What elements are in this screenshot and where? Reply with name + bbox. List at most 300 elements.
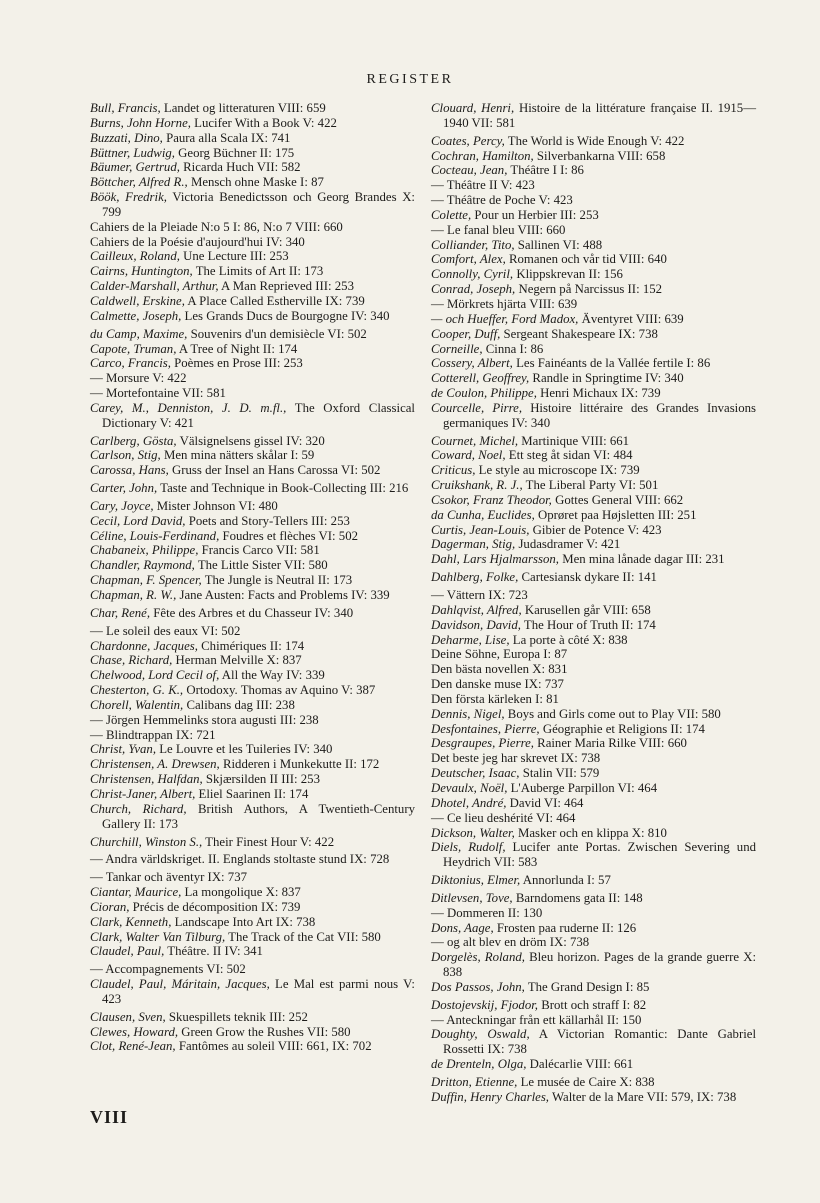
index-entry	[90, 668, 415, 683]
index-entry	[90, 728, 415, 743]
author-name: Dennis, Nigel,	[431, 706, 505, 721]
entry-text: Ortodoxy. Thomas av Aquino V: 387	[183, 683, 376, 698]
author-name: Christ-Janer, Albert,	[90, 786, 196, 801]
entry-text: — Dommeren II: 130	[431, 905, 543, 920]
author-name: Dahlqvist, Alfred,	[431, 602, 522, 617]
author-name: Burns, John Horne,	[90, 115, 191, 130]
entry-text: Gruss der Insel an Hans Carossa VI: 502	[168, 463, 381, 478]
entry-text: Men mina nätters skålar I: 59	[160, 448, 315, 463]
entry-text: Frosten paa ruderne II: 126	[493, 920, 637, 935]
index-entry	[431, 434, 756, 449]
entry-text: Silverbankarna VIII: 658	[533, 148, 666, 163]
author-name: Dagerman, Stig,	[431, 537, 516, 552]
entry-text: Gibier de Potence V: 423	[529, 522, 662, 537]
index-entry	[90, 772, 415, 787]
author-name: Diels, Rudolf,	[431, 840, 506, 855]
author-name: du Camp, Maxime,	[90, 326, 188, 341]
entry-text: Deine Söhne, Europa I: 87	[431, 647, 568, 662]
entry-text: Jane Austen: Facts and Problems IV: 339	[176, 588, 390, 602]
index-entry	[431, 193, 756, 208]
index-entry	[90, 915, 415, 930]
index-entry	[90, 294, 415, 309]
entry-text: Äventyret VIII: 639	[578, 311, 684, 326]
author-name: Cioran,	[90, 899, 130, 914]
index-entry	[431, 766, 756, 781]
index-entry	[431, 840, 756, 870]
index-entry	[431, 662, 756, 677]
entry-text: — Vättern IX: 723	[431, 588, 528, 602]
index-entry	[90, 327, 415, 342]
index-entry	[90, 481, 415, 496]
author-name: da Cunha, Euclides,	[431, 507, 535, 522]
entry-text: — Andra världskriget. II. Englands stoltaste stund IX: 728	[90, 852, 390, 867]
index-entry	[431, 781, 756, 796]
index-entry	[431, 647, 756, 662]
entry-text: Randle in Springtime IV: 340	[529, 371, 684, 386]
index-entry	[431, 267, 756, 282]
entry-text: A Place Called Estherville IX: 739	[184, 293, 365, 308]
entry-text: British Authors, A Twentieth-Century Gallery II: 173	[102, 801, 415, 831]
entry-text: Théâtre I I: 86	[507, 163, 584, 178]
author-name: Chardonne, Jacques,	[90, 638, 198, 653]
author-name: Claudel, Paul, Máritain, Jacques,	[90, 977, 270, 992]
author-name: Dons, Aage,	[431, 920, 494, 935]
entry-text: Poets and Story-Tellers III: 253	[185, 513, 350, 528]
index-entry	[431, 327, 756, 342]
entry-text: Skjærsilden II III: 253	[202, 772, 320, 787]
index-entry	[431, 537, 756, 552]
author-name: Böök, Fredrik,	[90, 190, 167, 205]
entry-text: Bleu horizon. Pages de la grande guerre X: 838	[443, 950, 756, 980]
entry-text: L'Auberge Parpillon VI: 464	[507, 780, 658, 795]
index-entry	[431, 707, 756, 722]
index-entry	[90, 698, 415, 713]
entry-text: La porte à côté X: 838	[509, 632, 628, 647]
index-entry	[431, 356, 756, 371]
index-entry	[90, 885, 415, 900]
author-name: Calmette, Joseph,	[90, 308, 182, 323]
entry-text: Martinique VIII: 661	[518, 433, 630, 448]
entry-text: Lucifer With a Book V: 422	[190, 115, 337, 130]
index-entry	[90, 279, 415, 294]
author-name: Cary, Joyce,	[90, 498, 154, 513]
author-name: Csokor, Franz Theodor,	[431, 492, 552, 507]
author-name: Dahl, Lars Hjalmarsson,	[431, 552, 559, 567]
index-entry	[431, 950, 756, 980]
author-name: Colliander, Tito,	[431, 237, 515, 252]
index-entry	[431, 906, 756, 921]
author-name: Clark, Walter Van Tilburg,	[90, 929, 226, 944]
entry-text: Gottes General VIII: 662	[551, 492, 684, 507]
entry-text: Rainer Maria Rilke VIII: 660	[533, 736, 687, 751]
index-entry	[431, 935, 756, 950]
entry-text: Georg Büchner II: 175	[174, 145, 295, 160]
author-name: Cruikshank, R. J.,	[431, 478, 523, 493]
author-name: Böttcher, Alfred R.,	[90, 175, 188, 190]
entry-text: Calibans dag III: 238	[183, 697, 295, 712]
index-entry	[90, 264, 415, 279]
index-entry	[90, 1039, 415, 1054]
author-name: Deutscher, Isaac,	[431, 766, 520, 781]
index-entry	[431, 552, 756, 567]
index-entry	[431, 282, 756, 297]
entry-text: Paura alla Scala IX: 741	[162, 130, 291, 145]
entry-text: — Le soleil des eaux VI: 502	[90, 623, 241, 638]
entry-text: Sallinen VI: 488	[514, 237, 603, 252]
author-name: Davidson, David,	[431, 617, 521, 632]
entry-text: Karusellen går VIII: 658	[521, 602, 651, 617]
index-entry	[90, 190, 415, 220]
index-entry	[431, 998, 756, 1013]
entry-text: Negern på Narcissus II: 152	[515, 282, 663, 297]
entry-text: Ricarda Huch VII: 582	[179, 160, 301, 175]
author-name: Dickson, Walter,	[431, 825, 515, 840]
entry-text: Cahiers de la Poésie d'aujourd'hui IV: 340	[90, 234, 305, 249]
author-name: Devaulx, Noël,	[431, 780, 508, 795]
index-entry	[431, 796, 756, 811]
index-entry	[431, 1090, 756, 1105]
author-name: Corneille,	[431, 341, 483, 356]
entry-text: Victoria Benedictsson och Georg Brandes X: 799	[102, 190, 415, 219]
entry-text: The Jungle is Neutral II: 173	[201, 573, 353, 588]
author-name: Chorell, Walentin,	[90, 697, 184, 712]
index-entry	[90, 962, 415, 977]
index-entry	[90, 742, 415, 757]
index-entry	[90, 944, 415, 959]
entry-text: Judasdramer V: 421	[515, 537, 621, 552]
index-entry	[90, 463, 415, 478]
author-name: Desfontaines, Pierre,	[431, 721, 540, 736]
author-name: Coates, Percy,	[431, 133, 505, 148]
index-entry	[431, 312, 756, 327]
entry-text: Géographie et Religions II: 174	[539, 721, 705, 736]
index-entry	[431, 1057, 756, 1072]
index-column-right	[431, 101, 756, 1105]
author-name: Cairns, Huntington,	[90, 264, 193, 279]
index-entry	[431, 603, 756, 618]
entry-text: Le style au microscope IX: 739	[475, 463, 640, 478]
index-entry	[90, 1025, 415, 1040]
entry-text: — Anteckningar från ett källarhål II: 150	[431, 1012, 642, 1027]
entry-text: Théâtre. II IV: 341	[164, 944, 263, 959]
index-entry	[90, 852, 415, 867]
index-entry	[431, 736, 756, 751]
author-name: Doughty, Oswald,	[431, 1027, 530, 1042]
entry-text: Le Louvre et les Tuileries IV: 340	[156, 742, 333, 757]
entry-text: The Grand Design I: 85	[524, 979, 650, 994]
index-entry	[90, 160, 415, 175]
index-entry	[431, 149, 756, 164]
author-name: Dos Passos, John,	[431, 979, 525, 994]
author-name: Cailleux, Roland,	[90, 249, 180, 264]
index-entry	[431, 478, 756, 493]
index-entry	[90, 342, 415, 357]
index-entry	[90, 499, 415, 514]
index-entry	[431, 980, 756, 995]
entry-text: The Hour of Truth II: 174	[520, 617, 656, 632]
author-name: Diktonius, Elmer,	[431, 873, 521, 888]
index-entry	[431, 588, 756, 603]
index-entry	[431, 891, 756, 906]
entry-text: Välsignelsens gissel IV: 320	[176, 433, 325, 448]
author-name: Buzzati, Dino,	[90, 130, 163, 145]
index-entry	[431, 618, 756, 633]
author-name: Duffin, Henry Charles,	[431, 1089, 550, 1104]
author-name: Cournet, Michel,	[431, 433, 519, 448]
index-entry	[90, 573, 415, 588]
entry-text: The Liberal Party VI: 501	[522, 478, 659, 493]
entry-text: The Little Sister VII: 580	[194, 558, 328, 573]
author-name: Carlberg, Gösta,	[90, 433, 177, 448]
entry-text: Brott och straff I: 82	[538, 997, 647, 1012]
author-name: Criticus,	[431, 463, 476, 478]
index-entry	[431, 826, 756, 841]
index-entry	[431, 134, 756, 149]
author-name: Desgraupes, Pierre,	[431, 736, 534, 751]
author-name: Cotterell, Geoffrey,	[431, 371, 530, 386]
index-entry	[431, 633, 756, 648]
entry-text: Histoire de la littérature française II. 1915—1940 VII: 581	[443, 101, 756, 130]
index-entry	[90, 146, 415, 161]
author-name: — och Hueffer, Ford Madox,	[431, 311, 579, 326]
entry-text: Det beste jeg har skrevet IX: 738	[431, 751, 601, 766]
entry-text: Mister Johnson VI: 480	[153, 498, 278, 513]
author-name: Clewes, Howard,	[90, 1024, 179, 1039]
index-entry	[90, 220, 415, 235]
entry-text: Walter de la Mare VII: 579, IX: 738	[549, 1089, 737, 1104]
entry-text: Mensch ohne Maske I: 87	[187, 175, 324, 190]
author-name: Dritton, Etienne,	[431, 1075, 518, 1089]
entry-text: Poèmes en Prose III: 253	[170, 356, 303, 371]
index-entry	[90, 900, 415, 915]
entry-text: Francis Carco VII: 581	[198, 543, 320, 558]
author-name: Coward, Noel,	[431, 448, 506, 463]
entry-text: Les Fainéants de la Vallée fertile I: 86	[512, 356, 711, 371]
author-name: Ditlevsen, Tove,	[431, 890, 513, 905]
index-entry	[90, 930, 415, 945]
author-name: Ciantar, Maurice,	[90, 885, 182, 900]
entry-text: Eliel Saarinen II: 174	[195, 786, 309, 801]
author-name: Char, René,	[90, 605, 151, 620]
author-name: Céline, Louis-Ferdinand,	[90, 528, 220, 543]
index-entry	[90, 713, 415, 728]
entry-text: Le musée de Caire X: 838	[517, 1075, 655, 1089]
index-entry	[90, 116, 415, 131]
author-name: Dahlberg, Folke,	[431, 570, 519, 585]
entry-text: Den första kärleken I: 81	[431, 691, 559, 706]
entry-text: The World is Wide Enough V: 422	[504, 133, 685, 148]
index-entry	[431, 1027, 756, 1057]
index-entry	[90, 356, 415, 371]
entry-text: Pour un Herbier III: 253	[471, 207, 599, 222]
author-name: de Coulon, Philippe,	[431, 386, 537, 401]
entry-text: Dalécarlie VIII: 661	[526, 1057, 634, 1072]
entry-text: — Jörgen Hemmelinks stora augusti III: 238	[90, 712, 319, 727]
index-entry	[90, 588, 415, 603]
entry-text: Klippskrevan II: 156	[513, 267, 623, 282]
entry-text: Annorlunda I: 57	[520, 873, 611, 888]
entry-text: The Limits of Art II: 173	[192, 264, 324, 279]
index-entry	[431, 342, 756, 357]
index-entry	[431, 493, 756, 508]
author-name: Calder-Marshall, Arthur,	[90, 279, 219, 294]
entry-text: Sergeant Shakespeare IX: 738	[500, 326, 658, 341]
author-name: Courcelle, Pirre,	[431, 400, 523, 415]
entry-text: Oprøret paa Højsletten III: 251	[534, 507, 697, 522]
author-name: Church, Richard,	[90, 801, 187, 816]
index-entry	[431, 722, 756, 737]
author-name: Dostojevskij, Fjodor,	[431, 997, 538, 1012]
entry-text: Landscape Into Art IX: 738	[171, 914, 316, 929]
index-entry	[431, 252, 756, 267]
author-name: Carco, Francis,	[90, 356, 171, 371]
author-name: Cecil, Lord David,	[90, 513, 186, 528]
entry-text: Cinna I: 86	[482, 341, 544, 356]
index-entry	[90, 802, 415, 832]
index-entry	[90, 543, 415, 558]
entry-text: Their Finest Hour V: 422	[202, 834, 335, 849]
author-name: Chapman, R. W.,	[90, 588, 177, 602]
index-entry	[431, 178, 756, 193]
entry-text: Stalin VII: 579	[519, 766, 600, 781]
entry-text: — Blindtrappan IX: 721	[90, 727, 216, 742]
entry-text: — Accompagnements VI: 502	[90, 962, 246, 977]
index-entry	[90, 1010, 415, 1025]
entry-text: Cahiers de la Pleiade N:o 5 I: 86, N:o 7 VIII: 660	[90, 219, 343, 234]
author-name: Chesterton, G. K.,	[90, 683, 184, 698]
entry-text: Chimériques II: 174	[197, 638, 305, 653]
author-name: Churchill, Winston S.,	[90, 834, 203, 849]
entry-text: Skuespillets teknik III: 252	[165, 1009, 308, 1024]
author-name: Christensen, Halfdan,	[90, 772, 203, 787]
entry-text: All the Way IV: 339	[219, 668, 325, 683]
author-name: Capote, Truman,	[90, 341, 177, 356]
author-name: Conrad, Joseph,	[431, 282, 516, 297]
entry-text: Romanen och vår tid VIII: 640	[505, 252, 667, 267]
index-entry	[431, 386, 756, 401]
entry-text: Ett steg åt sidan VI: 484	[505, 448, 633, 463]
index-entry	[431, 1013, 756, 1028]
author-name: Curtis, Jean-Louis,	[431, 522, 530, 537]
index-entry	[431, 570, 756, 585]
entry-text: La mongolique X: 837	[181, 885, 301, 900]
entry-text: — Mortefontaine VII: 581	[90, 386, 226, 401]
index-entry	[90, 653, 415, 668]
index-entry	[90, 514, 415, 529]
index-entry	[431, 508, 756, 523]
author-name: Clark, Kenneth,	[90, 914, 172, 929]
author-name: Caldwell, Erskine,	[90, 293, 185, 308]
index-entry	[90, 683, 415, 698]
index-entry	[90, 870, 415, 885]
author-name: Büttner, Ludwig,	[90, 145, 175, 160]
entry-text: Lucifer ante Portas. Zwischen Severing und Heydrich VII: 583	[443, 840, 756, 870]
index-entry	[90, 757, 415, 772]
index-entry	[90, 835, 415, 850]
index-entry	[431, 523, 756, 538]
entry-text: Herman Melville X: 837	[172, 653, 302, 668]
index-entry	[90, 448, 415, 463]
author-name: Cochran, Hamilton,	[431, 148, 534, 163]
entry-text: — Morsure V: 422	[90, 371, 187, 386]
entry-text: Fantômes au soleil VIII: 661, IX: 702	[175, 1039, 372, 1054]
index-entry	[431, 401, 756, 431]
index-entry	[90, 401, 415, 431]
entry-text: — Théâtre de Poche V: 423	[431, 193, 573, 208]
index-entry	[90, 101, 415, 116]
entry-text: — Le fanal bleu VIII: 660	[431, 222, 566, 237]
index-entry	[431, 811, 756, 826]
author-name: Connolly, Cyril,	[431, 267, 514, 282]
index-entry	[90, 434, 415, 449]
index-entry	[431, 163, 756, 178]
entry-text: Histoire littéraire des Grandes Invasions germaniques IV: 340	[443, 400, 757, 430]
entry-text: Ridderen i Munkekutte II: 172	[219, 757, 380, 772]
author-name: Chandler, Raymond,	[90, 558, 195, 573]
author-name: Cocteau, Jean,	[431, 163, 508, 178]
index-entry	[90, 371, 415, 386]
author-name: Christensen, A. Drewsen,	[90, 757, 220, 772]
entry-text: — og alt blev en dröm IX: 738	[431, 935, 590, 950]
index-entry	[90, 175, 415, 190]
entry-text: Le Mal est parmi nous V: 423	[102, 977, 415, 1006]
author-name: Cooper, Duff,	[431, 326, 501, 341]
entry-text: The Oxford Classical Dictionary V: 421	[102, 400, 415, 430]
entry-text: Une Lecture III: 253	[179, 249, 289, 264]
entry-text: Landet og litteraturen VIII: 659	[160, 101, 326, 115]
entry-text: Men mina lånade dagar III: 231	[559, 552, 725, 567]
author-name: Bull, Francis,	[90, 101, 161, 115]
entry-text: Foudres et flèches VI: 502	[219, 528, 358, 543]
author-name: Clot, René-Jean,	[90, 1039, 176, 1054]
entry-text: Den danske muse IX: 737	[431, 677, 564, 692]
author-name: de Drenteln, Olga,	[431, 1057, 527, 1072]
index-entry	[90, 558, 415, 573]
entry-text: Précis de décomposition IX: 739	[129, 899, 301, 914]
entry-text: Green Grow the Rushes VII: 580	[178, 1024, 351, 1039]
index-entry	[431, 238, 756, 253]
entry-text: Boys and Girls come out to Play VII: 580	[504, 706, 721, 721]
index-entry	[431, 751, 756, 766]
index-entry	[90, 624, 415, 639]
author-name: Comfort, Alex,	[431, 252, 506, 267]
index-entry	[90, 977, 415, 1007]
index-entry	[90, 787, 415, 802]
author-name: Clouard, Henri,	[431, 101, 515, 115]
index-entry	[90, 606, 415, 621]
author-name: Carlson, Stig,	[90, 448, 161, 463]
index-entry	[90, 309, 415, 324]
entry-text: Cartesiansk dykare II: 141	[518, 570, 657, 585]
index-entry	[90, 235, 415, 250]
entry-text: The Track of the Cat VII: 580	[225, 929, 381, 944]
author-name: Bäumer, Gertrud,	[90, 160, 180, 175]
entry-text: Barndomens gata II: 148	[512, 890, 643, 905]
index-entry	[90, 529, 415, 544]
index-entry	[431, 448, 756, 463]
index-column-left	[90, 101, 415, 1054]
index-entry	[431, 101, 756, 131]
entry-text: Henri Michaux IX: 739	[536, 386, 661, 401]
author-name: Colette,	[431, 207, 472, 222]
author-name: Carossa, Hans,	[90, 463, 169, 478]
index-entry	[431, 677, 756, 692]
index-entry	[90, 131, 415, 146]
page-title: REGISTER	[366, 72, 454, 87]
author-name: Dorgelès, Roland,	[431, 950, 525, 965]
index-entry	[431, 208, 756, 223]
entry-text: — Théâtre II V: 423	[431, 178, 535, 193]
